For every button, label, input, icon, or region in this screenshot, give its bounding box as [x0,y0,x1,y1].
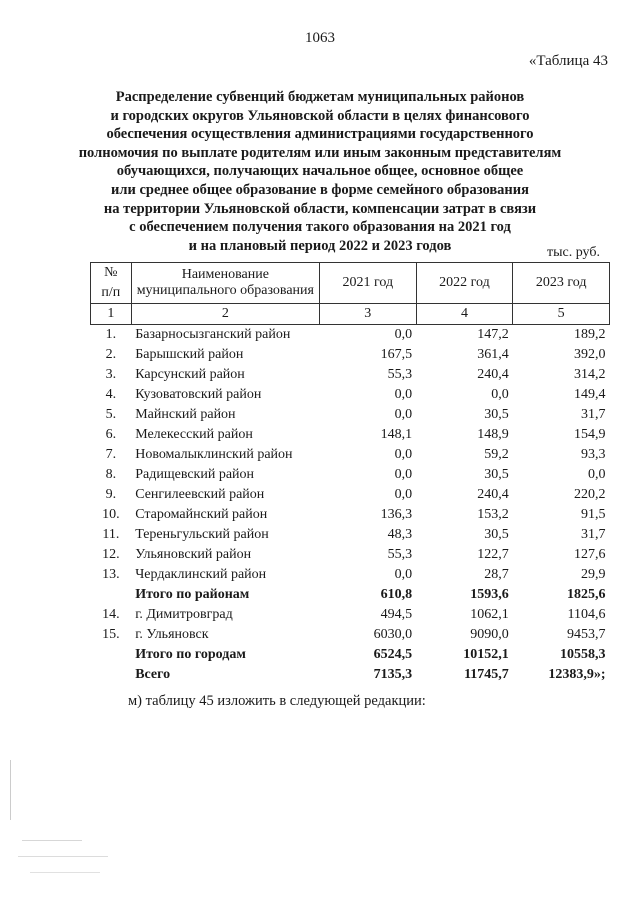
row-number [91,665,132,685]
value-2023: 31,7 [581,527,606,542]
value-2021: 148,1 [380,427,413,442]
value-2023: 154,9 [574,427,606,442]
title-line: и городских округов Ульяновской области в целях финансового [110,107,530,124]
value-2022: 153,2 [477,507,509,522]
municipality-name: Ульяновский район [135,547,252,562]
municipality-name: Сенгилеевский район [135,487,265,502]
header-2022: 2022 год [416,263,513,304]
municipality-name: Мелекесский район [135,427,253,442]
value-2023: 31,7 [581,407,606,422]
value-2022: 148,9 [477,427,509,442]
municipality-name: Барышский район [135,347,244,362]
value-2022: 0,0 [491,387,509,402]
scan-artifact [22,840,82,841]
table-row [91,405,610,425]
table-row [91,345,610,365]
table-row [91,505,610,525]
value-2022: 10152,1 [463,647,509,662]
scan-artifact [18,856,108,857]
subvention-table [90,262,610,685]
title-line: на территории Ульяновской области, компенсации затрат в связи [103,200,537,217]
header-name [131,263,319,304]
column-index-row [91,304,610,325]
table-row [91,465,610,485]
value-2022: 30,5 [484,527,509,542]
table-row [91,445,610,465]
municipality-name: Итого по районам [135,587,250,602]
table-total-row [91,645,610,665]
municipality-name: г. Ульяновск [135,627,209,642]
value-2021: 0,0 [394,567,413,582]
value-2021: 0,0 [394,467,413,482]
value-2022: 122,7 [477,547,509,562]
municipality-name: Карсунский район [135,367,245,382]
value-2021: 7135,3 [373,667,413,682]
municipality-name: Чердаклинский район [135,567,267,582]
title-line: полномочия по выплате родителям или иным законным представителям [78,144,562,161]
value-2021: 610,8 [380,587,413,602]
table-tag: «Таблица 43 [528,53,608,69]
row-number: 5. [105,407,117,422]
value-2022: 9090,0 [470,627,509,642]
municipality-name: Тереньгульский район [135,527,269,542]
municipality-name: Итого по городам [135,647,246,662]
column-index: 2 [131,304,319,325]
row-number: 4. [105,387,117,402]
column-index: 4 [416,304,513,325]
value-2023: 392,0 [574,347,606,362]
footer-text: м) таблицу 45 изложить в следующей редакции: [128,693,426,709]
title-line: обеспечения осуществления администрациями государственного [106,126,534,143]
row-number: 13. [102,567,120,582]
column-index: 5 [513,304,610,325]
row-number: 15. [102,627,120,642]
value-2023: 220,2 [574,487,606,502]
value-2023: 91,5 [581,507,606,522]
value-2022: 11745,7 [464,667,509,682]
title-line: или среднее общее образование в форме семейного образования [111,181,529,198]
value-2023: 0,0 [588,467,606,482]
row-number: 3. [105,367,117,382]
row-number: 9. [105,487,117,502]
title-line: Распределение субвенций бюджетам муниципальных районов [115,89,525,105]
table-row [91,485,610,505]
value-2021: 0,0 [394,447,413,462]
row-number: 14. [102,607,120,622]
value-2021: 136,3 [380,507,413,522]
title-line: обучающихся, получающих начальное общее, основное общее [116,163,524,180]
row-number: 8. [105,467,117,482]
table-total-row [91,585,610,605]
value-2021: 6030,0 [373,627,413,642]
value-2023: 9453,7 [567,627,606,642]
table-row [91,565,610,585]
header-name-line1: Наименование [181,267,269,282]
value-2022: 30,5 [484,407,509,422]
row-number: 6. [105,427,117,442]
title-line: и на плановый период 2022 и 2023 годов [188,237,452,254]
municipality-name: Старомайнский район [135,507,268,522]
municipality-name: Новомалыклинский район [135,447,293,462]
value-2023: 127,6 [574,547,606,562]
value-2022: 1593,6 [470,587,509,602]
unit-label: тыс. руб. [547,245,600,260]
value-2023: 189,2 [574,327,606,342]
municipality-name: Всего [135,667,171,682]
row-number [91,585,132,605]
table-row [91,325,610,346]
value-2021: 0,0 [394,387,413,402]
value-2022: 28,7 [484,567,509,582]
header-2021: 2021 год [319,263,416,304]
header-number [91,263,132,304]
value-2023: 1825,6 [567,587,606,602]
scan-artifact [10,760,11,820]
value-2023: 93,3 [581,447,606,462]
municipality-name: Радищевский район [135,467,255,482]
value-2022: 147,2 [477,327,509,342]
value-2021: 494,5 [380,607,413,622]
municipality-name: Базарносызганский район [135,327,291,342]
table-row [91,525,610,545]
row-number: 2. [105,347,117,362]
header-2023: 2023 год [513,263,610,304]
value-2021: 55,3 [387,547,413,562]
value-2023: 29,9 [581,567,606,582]
scan-artifact [30,872,100,873]
row-number: 7. [105,447,117,462]
value-2023: 1104,6 [567,607,606,622]
value-2021: 167,5 [380,347,413,362]
document-title [40,88,600,255]
header-number-line2: п/п [101,285,121,300]
title-line: с обеспечением получения такого образования на 2021 год [129,219,511,236]
value-2021: 0,0 [394,407,413,422]
value-2022: 240,4 [477,367,509,382]
row-number: 11. [102,527,120,542]
value-2021: 0,0 [394,327,413,342]
value-2022: 30,5 [484,467,509,482]
value-2023: 314,2 [574,367,606,382]
table-total-row [91,665,610,685]
row-number: 10. [102,507,120,522]
column-index: 3 [319,304,416,325]
row-number: 1. [105,327,117,342]
header-name-line2: муниципального образования [136,283,314,298]
table-header-row [91,263,610,304]
value-2023: 10558,3 [560,647,606,662]
value-2022: 240,4 [477,487,509,502]
table-row [91,365,610,385]
value-2021: 6524,5 [373,647,413,662]
page-number: 1063 [305,30,335,46]
column-index: 1 [91,304,132,325]
table-row [91,545,610,565]
table-row [91,425,610,445]
value-2021: 55,3 [387,367,413,382]
value-2021: 48,3 [387,527,413,542]
row-number [91,645,132,665]
value-2022: 59,2 [484,447,509,462]
row-number: 12. [102,547,120,562]
table-row [91,605,610,625]
table-row [91,625,610,645]
header-number-line1: № [104,265,118,280]
value-2021: 0,0 [394,487,413,502]
municipality-name: Кузоватовский район [135,387,262,402]
value-2022: 361,4 [477,347,509,362]
value-2022: 1062,1 [470,607,509,622]
municipality-name: Майнский район [135,407,236,422]
municipality-name: г. Димитровград [135,607,233,622]
table-row [91,385,610,405]
value-2023: 149,4 [574,387,606,402]
value-2023: 12383,9»; [548,667,606,682]
